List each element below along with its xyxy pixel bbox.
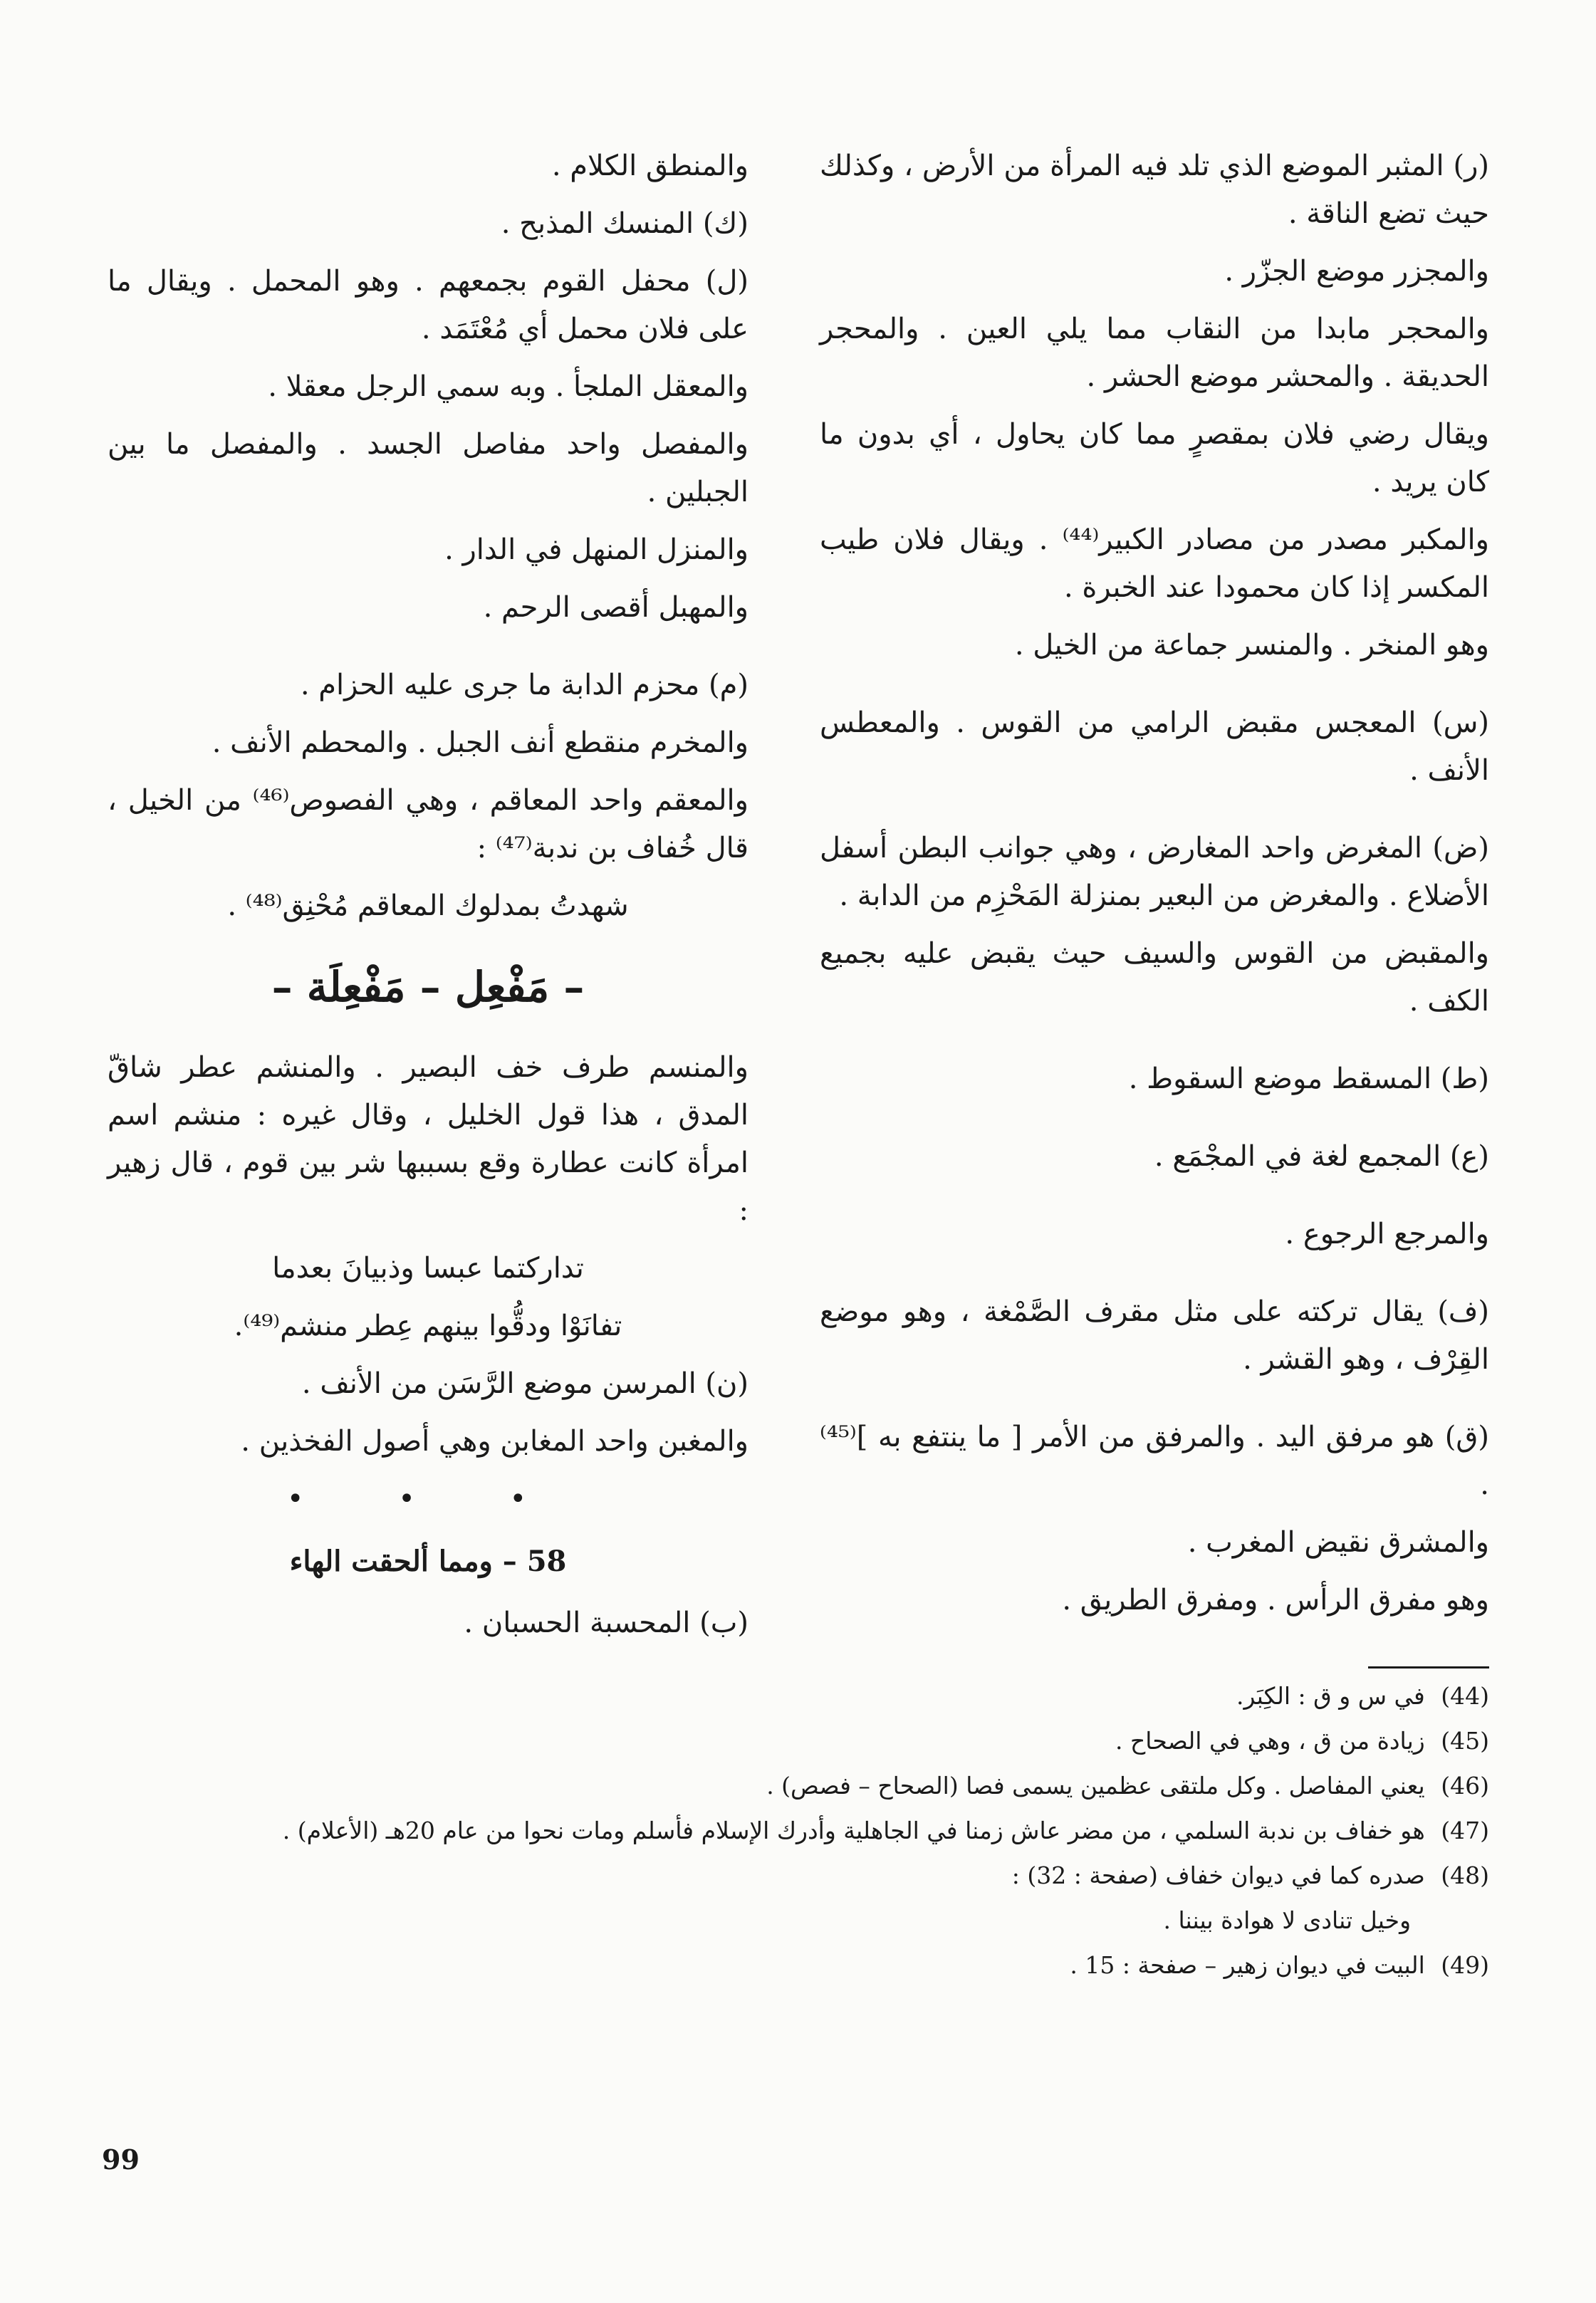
paragraph: ويقال رضي فلان بمقصرٍ مما كان يحاول ، أي بدون ما كان يريد . [820,418,1489,498]
paragraph: والمجزر موضع الجزّر . [1224,255,1489,288]
footnote-text: البيت في ديوان زهير – صفحة : 15 . [1070,1951,1425,1979]
separator-stars: • • • [286,1483,570,1515]
paragraph: والمحجر مابدا من النقاب مما يلي العين . والمحجر الحديقة . والمحشر موضع الحشر . [820,313,1489,393]
footnote-number: (49) [1441,1951,1489,1979]
paragraph: (م) محزم الدابة ما جرى عليه الحزام . [300,669,749,701]
paragraph: (ف) يقال تركته على مثل مقرف الصَّمْغة ، وهو موضع القِرْف ، وهو القشر . [820,1295,1489,1376]
footnote [100,1943,1489,1988]
footnote [100,1763,1489,1808]
paragraph: (ع) المجمع لغة في المجْمَع . [1154,1140,1489,1173]
footnote-divider [1368,1666,1489,1668]
footnote-text: وخيل تنادى لا هوادة بيننا . [1163,1906,1411,1934]
paragraph: والمعقل الملجأ . وبه سمي الرجل معقلا . [268,370,749,403]
footnote [100,1853,1489,1898]
paragraph: والمقبض من القوس والسيف حيث يقبض عليه بجميع الكف . [820,937,1489,1018]
footnote [100,1673,1489,1718]
paragraph: والمهبل أقصى الرحم . [483,591,749,624]
paragraph: (ل) محفل القوم بجمعهم . وهو المحمل . ويقال ما على فلان محمل أي مُعْتَمَد . [108,265,749,345]
paragraph: والمشرق نقيض المغرب . [1187,1526,1489,1559]
footnote-number: (44) [1441,1682,1489,1710]
poetry-line: تداركتما عبسا وذبيانَ بعدما [272,1252,584,1285]
paragraph: (ب) المحسبة الحسبان . [464,1607,749,1639]
paragraph: والمفصل واحد مفاصل الجسد . والمفصل ما بين الجبلين . [108,428,749,508]
paragraph: (ط) المسقط موضع السقوط . [1128,1062,1489,1095]
footnote [100,1718,1489,1763]
paragraph: والمنطق الكلام . [551,150,749,182]
paragraph: والمنسم طرف خف البصير . والمنشم عطر شاقّ المدق ، هذا قول الخليل ، وقال غيره : منشم اسم امرأة كانت عطارة وقع بسببها شر بين قوم ، قال زهير : [108,1051,749,1227]
footnote-number: (48) [1441,1861,1489,1889]
right-column [820,142,1489,1634]
paragraph: والمخرم منقطع أنف الجبل . والمحطم الأنف . [212,726,749,759]
paragraph: وهو المنخر . والمنسر جماعة من الخيل . [1014,629,1489,662]
footnote-text: يعني المفاصل . وكل ملتقى عظمين يسمى فصا (الصحاح – فصص) . [766,1772,1425,1800]
paragraph: (ن) المرسن موضع الرَّسَن من الأنف . [301,1367,749,1400]
footnote-number: (46) [1441,1772,1489,1800]
footnote-text: هو خفاف بن ندبة السلمي ، من مضر عاش زمنا في الجاهلية وأدرك الإسلام فأسلم ومات نحوا من عام 20هـ (الأعلام) . [282,1817,1425,1844]
poetry-line: تفانَوْا ودقُّوا بينهم عِطر منشم⁽⁴⁹⁾. [234,1310,622,1342]
section-heading: – مَفْعِل – مَفْعِلَة – [271,963,585,1011]
footnote-text: صدره كما في ديوان خفاف (صفحة : 32) : [1011,1861,1425,1889]
footnote-number: (45) [1441,1727,1489,1755]
paragraph: والمغبن واحد المغابن وهي أصول الفخذين . [241,1425,749,1458]
paragraph: (ض) المغرض واحد المغارض ، وهي جوانب البطن أسفل الأضلاع . والمغرض من البعير بمنزلة المَحْزِم من الدابة . [820,832,1489,912]
paragraph: (س) المعجس مقبض الرامي من القوس . والمعطس الأنف . [820,706,1490,787]
paragraph: والمكبر مصدر من مصادر الكبير⁽⁴⁴⁾ . ويقال فلان طيب المكسر إذا كان محمودا عند الخبرة . [820,523,1489,604]
paragraph: (ر) المثبر الموضع الذي تلد فيه المرأة من الأرض ، وكذلك حيث تضع الناقة . [820,150,1489,230]
footnotes [100,1673,1489,1988]
footnote-number: (47) [1441,1817,1489,1844]
left-column [108,142,749,1657]
footnote-text: زيادة من ق ، وهي في الصحاح . [1115,1727,1425,1755]
poetry-line: شهدتُ بمدلوك المعاقم مُحْنِق⁽⁴⁸⁾ . [227,889,629,922]
footnote [100,1808,1489,1853]
paragraph: (ق) هو مرفق اليد . والمرفق من الأمر [ ما ينتفع به ]⁽⁴⁵⁾ . [820,1421,1489,1501]
chapter-title: 58 – ومما ألحقت الهاء [289,1545,567,1578]
paragraph: والمعقم واحد المعاقم ، وهي الفصوص⁽⁴⁶⁾ من الخيل ، قال خُفاف بن ندبة⁽⁴⁷⁾ : [108,784,749,865]
page-number: 99 [102,2143,140,2176]
footnote-verse [100,1898,1489,1943]
paragraph: والمنزل المنهل في الدار . [444,533,749,566]
paragraph: (ك) المنسك المذبح . [501,207,749,240]
paragraph: وهو مفرق الرأس . ومفرق الطريق . [1062,1584,1489,1617]
footnote-text: في س و ق : الكِبَر. [1236,1682,1425,1710]
paragraph: والمرجع الرجوع . [1285,1218,1489,1250]
